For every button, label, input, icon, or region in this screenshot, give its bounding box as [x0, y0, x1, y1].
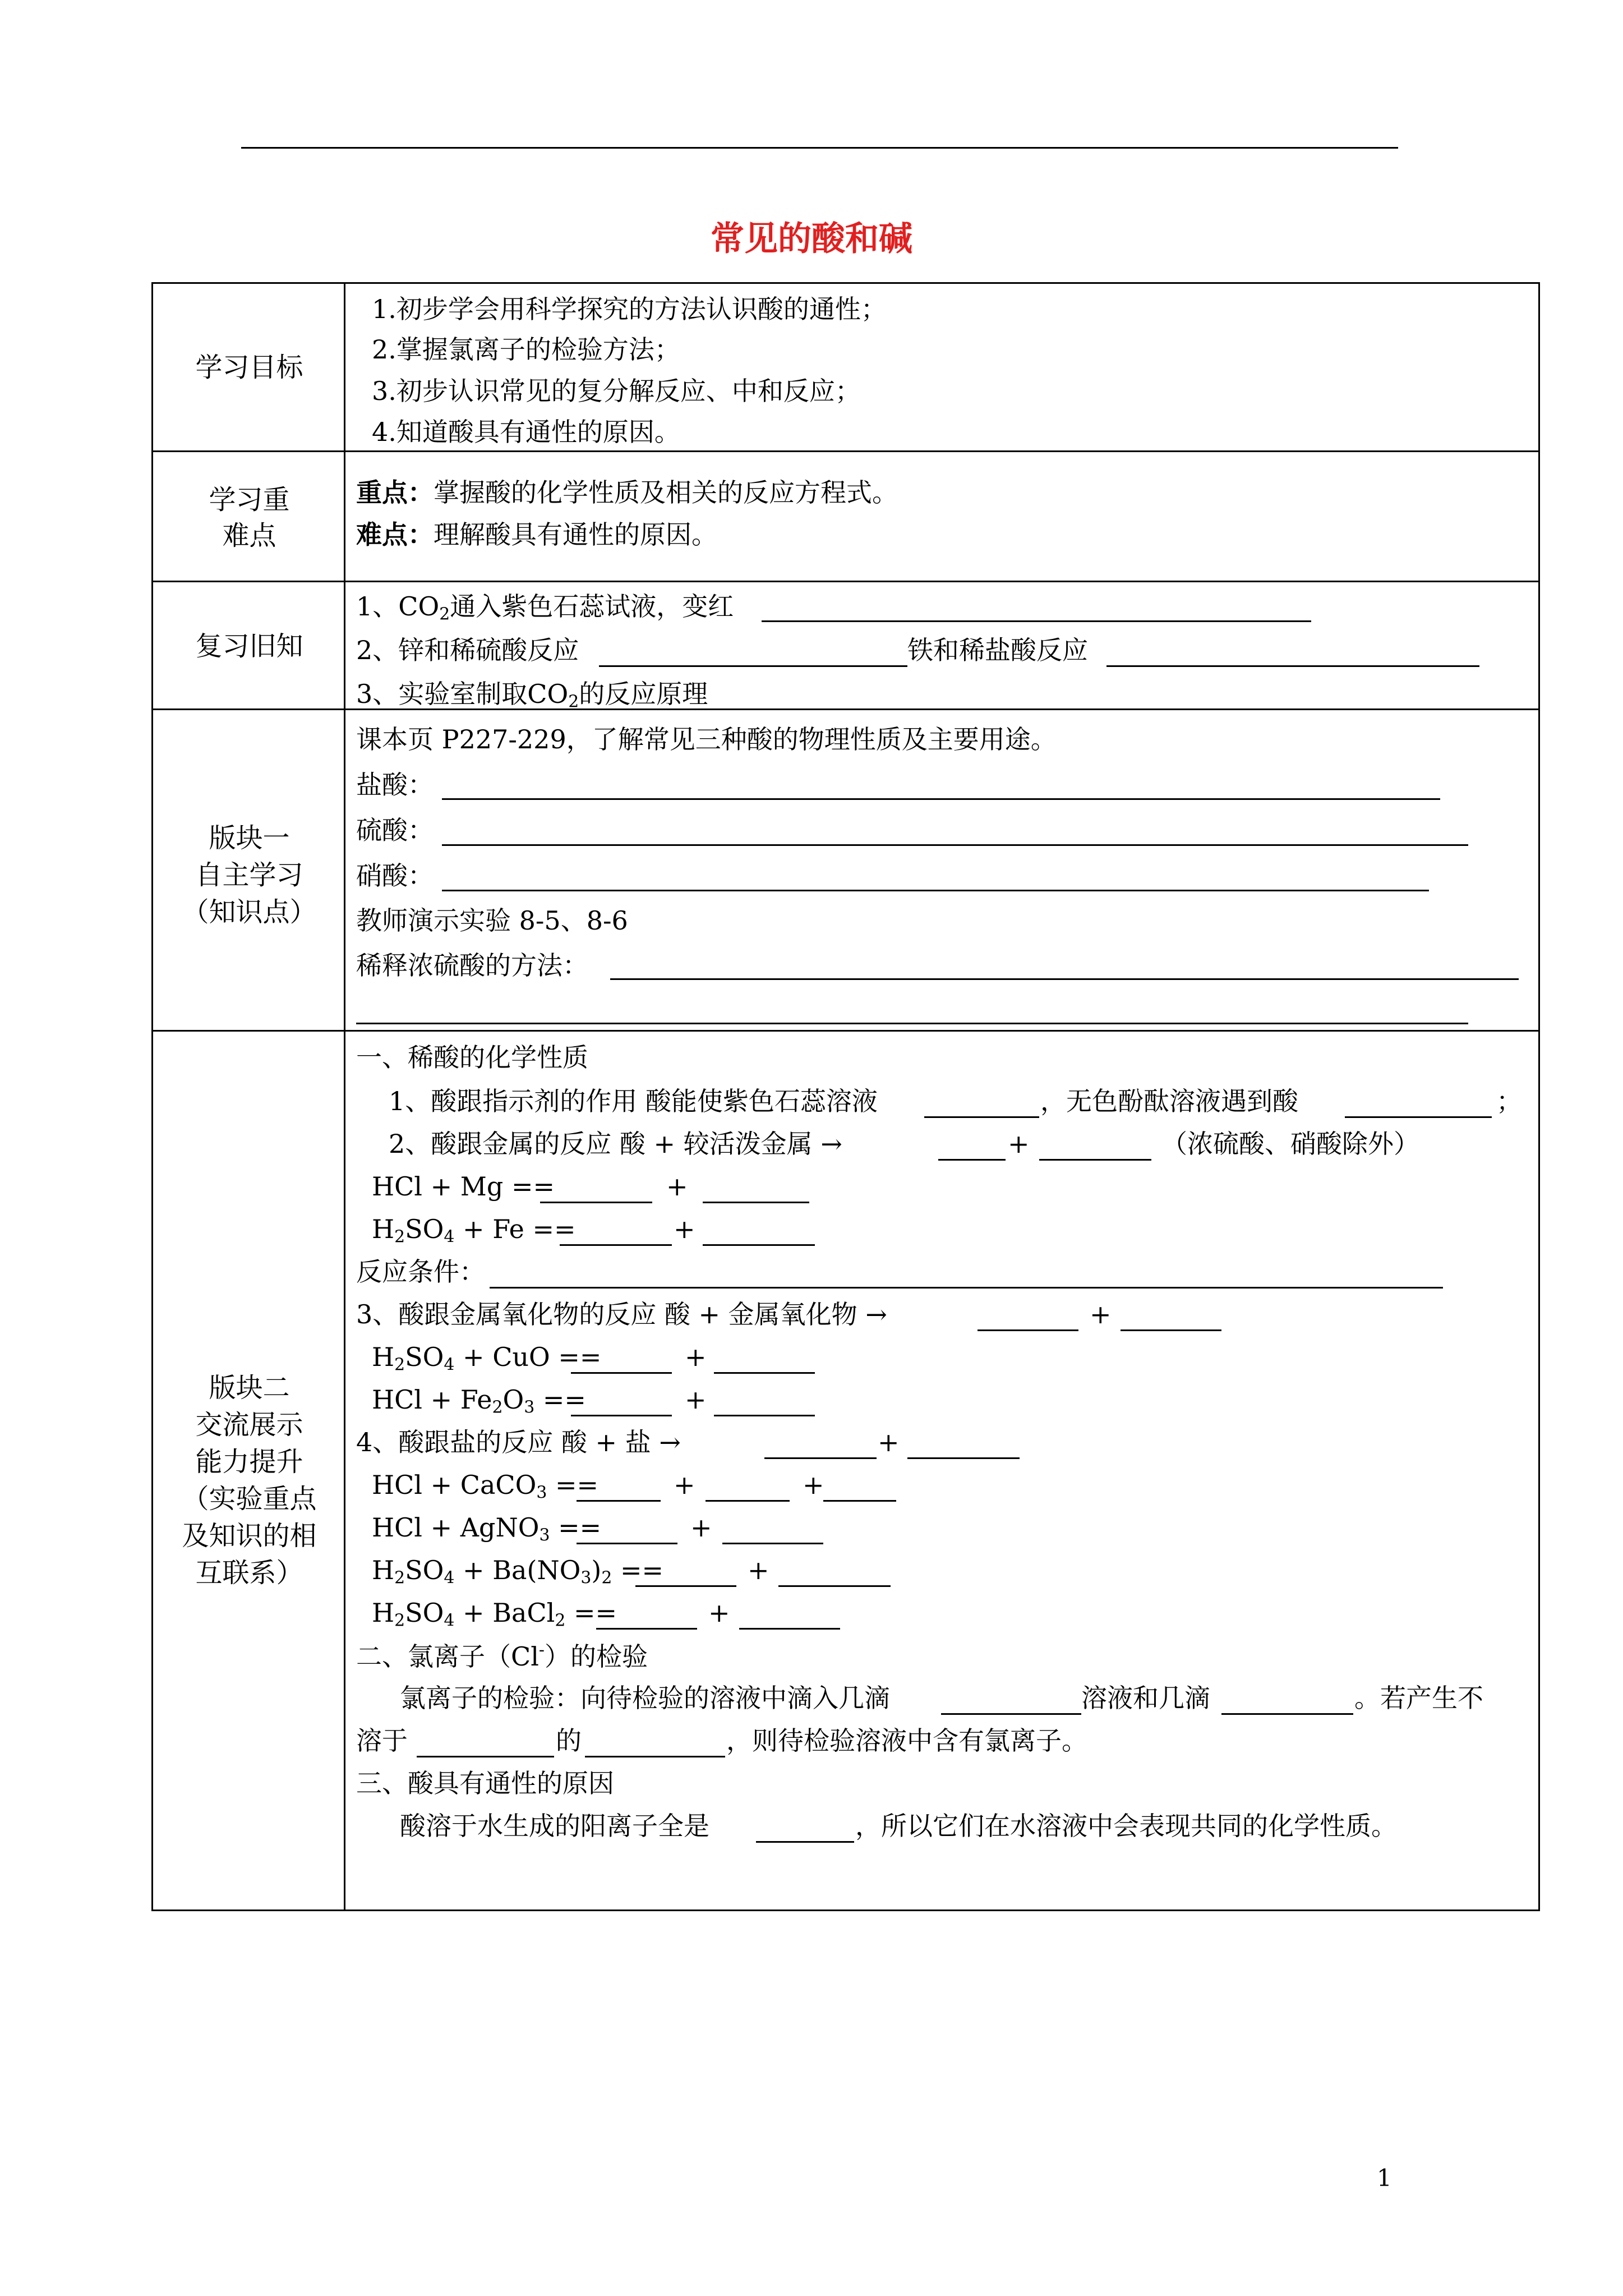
plus-sign: + — [674, 1470, 695, 1500]
page-number: 1 — [1377, 2164, 1392, 2192]
eq-h2so4-bano3: $H_2SO_4 + Ba(NO_3)_2$ == — [372, 1555, 664, 1588]
insoluble-blank[interactable] — [417, 1756, 554, 1757]
block2-label-line6: 互联系） — [195, 1557, 303, 1589]
eq-hcl-mg-blank-2[interactable] — [703, 1202, 809, 1203]
goal-item: 1.初步学会用科学探究的方法认识酸的通性； — [372, 294, 887, 324]
review-q2-blank-iron[interactable] — [1106, 665, 1479, 667]
plus-sign: + — [708, 1598, 730, 1628]
eq-h2so4-fe-blank-1[interactable] — [560, 1244, 672, 1246]
goal-item: 2.掌握氯离子的检验方法； — [372, 334, 680, 365]
indicator-semicolon: ； — [1496, 1086, 1522, 1116]
indicator-line: 1、酸跟指示剂的作用 酸能使紫色石蕊溶液 — [389, 1086, 878, 1116]
h2so4-label: 硫酸： — [356, 815, 434, 845]
difficult-point-text: 理解酸具有通性的原因。 — [434, 519, 717, 550]
acid-salt-line: 4、酸跟盐的反应 酸 + 盐 → — [356, 1427, 681, 1457]
chloride-test-conclusion: ，则待检验溶液中含有氯离子。 — [726, 1726, 1087, 1756]
goals-label: 学习目标 — [195, 352, 303, 383]
review-q2: 2、锌和稀硫酸反应 — [356, 635, 579, 665]
hno3-blank[interactable] — [442, 890, 1429, 891]
block1-label-line1: 版块一 — [209, 822, 290, 854]
eq-fe2o3-blank-1[interactable] — [571, 1415, 672, 1416]
difficult-point — [356, 519, 717, 550]
reaction-condition-label: 反应条件： — [356, 1257, 485, 1287]
eq-hcl-mg-blank-1[interactable] — [540, 1202, 652, 1203]
review-q3-blank[interactable] — [742, 708, 1450, 710]
acid-metal-blank-1[interactable] — [938, 1159, 1006, 1161]
teacher-demo: 教师演示实验 8-5、8-6 — [356, 905, 628, 936]
eq-agno3-blank-2[interactable] — [722, 1543, 823, 1544]
common-property-text-2: ，所以它们在水溶液中会表现共同的化学性质。 — [855, 1811, 1397, 1841]
chloride-reagent-blank-1[interactable] — [941, 1713, 1081, 1715]
eq-caco3-blank-1[interactable] — [577, 1500, 661, 1502]
review-q1: 1、$CO_2$通入紫色石蕊试液，变红 — [356, 591, 734, 624]
acid-salt-blank-2[interactable] — [907, 1457, 1020, 1459]
arrow-icon: → — [820, 1129, 842, 1159]
review-q3: 3、实验室制取$CO_2$的反应原理 — [356, 679, 708, 712]
plus-sign: + — [878, 1427, 900, 1457]
acid-oxide-blank-2[interactable] — [1121, 1329, 1221, 1331]
plus-sign: + — [674, 1214, 695, 1244]
chloride-test-text-3: 。若产生不 — [1354, 1683, 1483, 1713]
key-point — [356, 477, 898, 508]
key-label-line1: 学习重 — [209, 484, 290, 516]
plus-sign: + — [1008, 1129, 1030, 1159]
eq-caco3-blank-3[interactable] — [823, 1500, 896, 1502]
litmus-blank[interactable] — [924, 1116, 1039, 1118]
hno3-label: 硝酸： — [356, 861, 434, 891]
hcl-blank[interactable] — [442, 798, 1440, 800]
block1-label-line3: （知识点） — [182, 896, 317, 928]
plus-sign: + — [666, 1171, 688, 1202]
eq-cuo-blank-1[interactable] — [571, 1372, 672, 1374]
dilute-label: 稀释浓硫酸的方法： — [356, 950, 588, 981]
common-property-text: 酸溶于水生成的阳离子全是 — [400, 1811, 709, 1841]
acid-metal-line: 2、酸跟金属的反应 酸 + 较活泼金属 → — [389, 1129, 842, 1159]
eq-bano3-blank-2[interactable] — [778, 1585, 891, 1587]
eq-hcl-fe2o3: HCl + $Fe_2O_3$ == — [372, 1384, 586, 1418]
key-point-tag: 重点： — [356, 477, 434, 508]
lesson-table — [151, 282, 1540, 1911]
acid-oxide-line: 3、酸跟金属氧化物的反应 酸 + 金属氧化物 → — [356, 1299, 887, 1329]
hcl-label: 盐酸： — [356, 770, 434, 800]
eq-agno3-blank-1[interactable] — [577, 1543, 677, 1544]
plus-sign: + — [1090, 1299, 1112, 1329]
section-2-heading: 二、氯离子（Cl-）的检验 — [356, 1640, 648, 1672]
plus-sign: + — [690, 1512, 712, 1543]
eq-hcl-caco3: HCl + CaCO$_3$ == — [372, 1470, 599, 1503]
plus-sign: + — [748, 1555, 769, 1585]
arrow-icon: → — [865, 1299, 887, 1329]
arrow-icon: → — [659, 1427, 681, 1457]
eq-hcl-agno3: HCl + AgNO$_3$ == — [372, 1512, 602, 1545]
review-q1-blank[interactable] — [762, 620, 1311, 622]
chloride-test-line2: 溶于 — [356, 1726, 408, 1756]
review-q2-iron: 铁和稀盐酸反应 — [907, 635, 1088, 665]
chloride-test-text-2: 溶液和几滴 — [1081, 1683, 1210, 1713]
eq-cuo-blank-2[interactable] — [714, 1372, 815, 1374]
eq-caco3-blank-2[interactable] — [706, 1500, 790, 1502]
acid-oxide-blank-1[interactable] — [978, 1329, 1078, 1331]
eq-h2so4-fe: $H_2SO_4 + Fe$ == — [372, 1214, 576, 1247]
eq-h2so4-fe-blank-2[interactable] — [703, 1244, 815, 1246]
plus-sign: + — [685, 1384, 707, 1415]
plus-sign: + — [803, 1470, 824, 1500]
precipitate-blank[interactable] — [585, 1756, 725, 1757]
eq-fe2o3-blank-2[interactable] — [714, 1415, 815, 1416]
block2-label-line4: （实验重点 — [182, 1483, 317, 1515]
eq-h2so4-cuo: $H_2SO_4$ + CuO == — [372, 1342, 602, 1375]
acid-metal-blank-2[interactable] — [1039, 1159, 1151, 1161]
h2so4-blank[interactable] — [442, 844, 1468, 846]
block2-label-line1: 版块二 — [209, 1372, 290, 1404]
section-1-heading: 一、稀酸的化学性质 — [356, 1042, 588, 1073]
eq-bano3-blank-1[interactable] — [635, 1585, 736, 1587]
cation-blank[interactable] — [756, 1841, 854, 1843]
block2-label-line3: 能力提升 — [195, 1446, 303, 1478]
review-q2-blank-zinc[interactable] — [599, 665, 907, 667]
dilute-blank-2[interactable] — [356, 1023, 1468, 1024]
key-point-text: 掌握酸的化学性质及相关的反应方程式。 — [434, 477, 898, 508]
section-3-heading: 三、酸具有通性的原因 — [356, 1768, 614, 1798]
row-divider — [153, 1030, 1538, 1032]
row-divider — [153, 450, 1538, 452]
eq-h2so4-bacl2: $H_2SO_4$ + BaCl$_2$ == — [372, 1598, 617, 1631]
eq-hcl-mg: HCl + Mg == — [372, 1171, 555, 1202]
row-divider — [153, 581, 1538, 582]
block2-label-line2: 交流展示 — [195, 1409, 303, 1441]
reaction-condition-blank[interactable] — [490, 1287, 1443, 1289]
eq-bacl2-blank-2[interactable] — [739, 1628, 840, 1630]
goal-item: 3.初步认识常见的复分解反应、中和反应； — [372, 376, 861, 406]
eq-bacl2-blank-1[interactable] — [596, 1628, 697, 1630]
block1-label-line2: 自主学习 — [195, 859, 303, 891]
acid-metal-note: （浓硫酸、硝酸除外） — [1161, 1129, 1419, 1159]
phenolphthalein-text: ，无色酚酞溶液遇到酸 — [1040, 1086, 1298, 1116]
plus-sign: + — [685, 1342, 707, 1372]
difficult-point-tag: 难点： — [356, 519, 434, 550]
header-rule — [241, 147, 1398, 149]
block1-intro: 课本页 P227-229，了解常见三种酸的物理性质及主要用途。 — [356, 724, 1057, 754]
chloride-reagent-blank-2[interactable] — [1221, 1713, 1353, 1715]
phenolphthalein-blank[interactable] — [1345, 1116, 1492, 1118]
block2-label-line5: 及知识的相 — [182, 1520, 317, 1552]
acid-salt-blank-1[interactable] — [764, 1457, 877, 1459]
page-title: 常见的酸和碱 — [711, 219, 912, 259]
chloride-test-text: 氯离子的检验：向待检验的溶液中滴入几滴 — [400, 1683, 890, 1713]
review-label: 复习旧知 — [195, 631, 303, 662]
goal-item: 4.知道酸具有通性的原因。 — [372, 417, 680, 447]
dilute-blank-1[interactable] — [610, 978, 1519, 980]
key-label-line2: 难点 — [222, 520, 276, 551]
chloride-test-de: 的 — [556, 1726, 582, 1756]
